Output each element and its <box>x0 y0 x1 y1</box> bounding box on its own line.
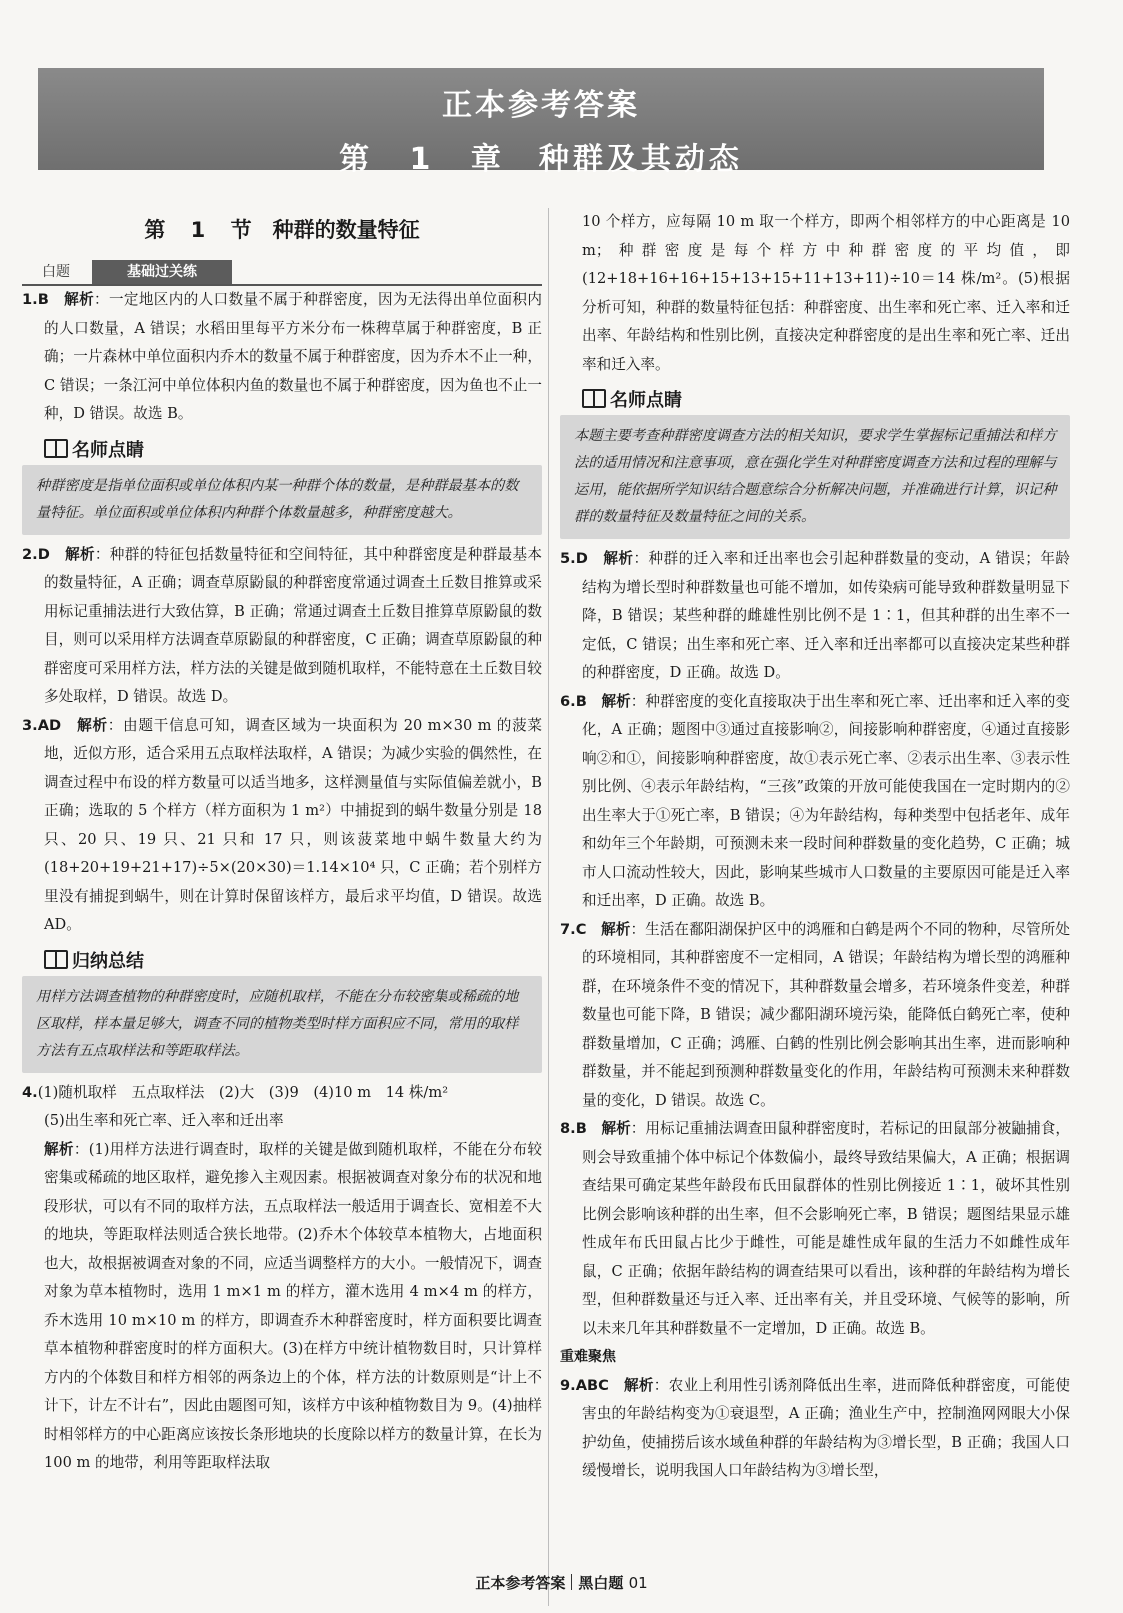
answer-item-6 <box>560 688 1070 916</box>
column-divider <box>548 208 549 1606</box>
book-icon <box>582 389 606 408</box>
analysis-label: 解析 <box>44 1140 74 1158</box>
book-icon <box>44 439 68 458</box>
analysis-label: 解析 <box>65 545 95 563</box>
item-number: 3. <box>22 716 38 734</box>
answer-item-7 <box>560 916 1070 1116</box>
analysis-label: 解析 <box>601 692 631 710</box>
answer-line-1: (1)随机取样 五点取样法 (2)大 (3)9 (4)10 m 14 株/m² <box>37 1083 449 1101</box>
answer-item-8 <box>560 1115 1070 1343</box>
item-number: 6. <box>560 692 576 710</box>
summary-heading-text: 归纳总结 <box>72 950 144 972</box>
analysis-label: 解析 <box>64 291 95 308</box>
answer-item-4 <box>22 1079 542 1108</box>
section-tabs <box>22 258 542 286</box>
answer-choice: D <box>575 550 588 567</box>
left-column <box>22 210 542 1478</box>
answer-choice: B <box>575 692 587 710</box>
item-number: 4. <box>22 1083 38 1101</box>
footer-separator <box>571 1574 572 1590</box>
right-column <box>560 208 1070 1486</box>
answer-line-2: (5)出生率和死亡率、迁入率和迁出率 <box>44 1112 284 1129</box>
item-number: 7. <box>560 920 576 938</box>
analysis-text: ：由题干信息可知，调查区域为一块面积为 20 m×30 m 的菠菜地，近似方形，适合采用五点取样法取样，A 错误；为减少实验的偶然性，在调查过程中布设的样方数量可以适当地多，这样测量值与实际值偏差就小，B 正确；选取的 5 个样方（样方面积为 1 m²）中捕捉到的蜗牛数量分别是 18 只、20 只、19 只、21 只和 17 只，则该菠菜地中蜗牛数量大约为(18+20+19+21+17)÷5×(20×30)＝1.14×10⁴ 只，C 正确；若个别样方里没有捕捉到蜗牛，则在计算时保留该样方，最后求平均值，D 错误。故选 AD。 <box>44 716 542 933</box>
book-icon <box>44 950 68 969</box>
tip-box: 本题主要考查种群密度调查方法的相关知识，要求学生掌握标记重捕法和样方法的适用情况和注意事项，意在强化学生对种群密度调查方法和过程的理解与运用，能依据所学知识结合题意综合分析解决问题，并准确进行计算，识记种群的数量特征及数量特征之间的关系。 <box>560 415 1070 539</box>
answer-choice: D <box>37 545 50 563</box>
tip-box: 种群密度是指单位面积或单位体积内某一种群个体的数量，是种群最基本的数量特征。单位面积或单位体积内种群个体数量越多，种群密度越大。 <box>22 465 542 535</box>
analysis-text: ：用标记重捕法调查田鼠种群密度时，若标记的田鼠部分被鼬捕食，则会导致重捕个体中标记个体数偏小，最终导致结果偏大，A 正确；根据调查结果可确定某些年龄段布氏田鼠群体的性别比例接近 1∶1，破坏其性别比例会影响该种群的出生率，但不会影响死亡率，B 错误；题图结果显示雄性成年布氏田鼠占比少于雌性，可能是雄性成年鼠的生活力不如雌性成年鼠，C 正确；依据年龄结构的调查结果可以看出，该种群的年龄结构为增长型，但种群数量还与迁入率、迁出率有关，并且受环境、气候等的影响，所以未来几年其种群数量不一定增加，D 正确。故选 B。 <box>582 1120 1070 1337</box>
analysis-label: 解析 <box>77 716 108 734</box>
tip-heading-text: 名师点睛 <box>610 390 682 411</box>
answer-choice: AD <box>37 716 62 734</box>
tip-heading-text: 名师点睛 <box>72 439 144 461</box>
item-number: 2. <box>22 545 38 563</box>
section-title: 第 1 节 种群的数量特征 <box>144 218 420 242</box>
analysis-label: 解析 <box>624 1376 654 1394</box>
answer-item-2 <box>22 541 542 712</box>
answer-item-5 <box>560 545 1070 688</box>
answer-item-9 <box>560 1372 1070 1486</box>
tab-basic: 基础过关练 <box>92 260 232 284</box>
item-number: 8. <box>560 1120 576 1137</box>
page-footer <box>0 1572 1123 1593</box>
item-number: 1. <box>22 291 38 308</box>
footer-series: 黑白题 <box>578 1574 624 1592</box>
answer-title: 正本参考答案 <box>442 88 640 123</box>
item-number: 9. <box>560 1376 576 1394</box>
answer-item-3 <box>22 712 542 940</box>
answer-item-1 <box>22 286 542 429</box>
analysis-paragraph <box>22 1136 542 1478</box>
chapter-title: 第 1 章 种群及其动态 <box>339 142 743 177</box>
footer-book-title: 正本参考答案 <box>475 1574 566 1592</box>
answer-choice: ABC <box>575 1376 609 1394</box>
analysis-label: 解析 <box>601 1120 631 1137</box>
page-number: 01 <box>628 1574 648 1592</box>
analysis-label: 解析 <box>603 550 634 567</box>
analysis-text: ：种群的特征包括数量特征和空间特征，其中种群密度是种群最基本的数量特征，A 正确；调查草原鼢鼠的种群密度常通过调查土丘数目推算或采用标记重捕法进行大致估算，B 正确；常通过调查土丘数目推算草原鼢鼠的数目，则可以采用样方法调查草原鼢鼠的种群密度，C 正确；调查草原鼢鼠的种群密度可采用样方法，样方法的关键是做到随机取样，不能特意在土丘数目较多处取样，D 错误。故选 D。 <box>44 545 542 705</box>
tip-heading <box>22 437 542 465</box>
analysis-text: ：生活在鄱阳湖保护区中的鸿雁和白鹤是两个不同的物种，尽管所处的环境相同，其种群密度不一定相同，A 错误；年龄结构为增长型的鸿雁种群，在环境条件不变的情况下，其种群数量会增多，若环境条件变差，种群数量也可能下降，B 错误；减少鄱阳湖环境污染，能降低白鹤死亡率，使种群数量增加，C 正确；鸿雁、白鹤的性别比例会影响其出生率，进而影响种群数量，并不能起到预测种群数量变化的作用，年龄结构可预测未来种群数量的变化，D 错误。故选 C。 <box>582 920 1070 1109</box>
analysis-text: ：一定地区内的人口数量不属于种群密度，因为无法得出单位面积内的人口数量，A 错误；水稻田里每平方米分布一株稗草属于种群密度，B 正确；一片森林中单位面积内乔木的数量不属于种群密度，因为乔木不止一种，C 错误；一条江河中单位体积内鱼的数量也不属于种群密度，因为鱼也不止一种，D 错误。故选 B。 <box>44 291 542 422</box>
answer-choice: B <box>575 1120 587 1137</box>
chapter-header <box>38 68 1044 177</box>
analysis-text: ：种群的迁入率和迁出率也会引起种群数量的变动，A 错误；年龄结构为增长型时种群数量也可能不增加，如传染病可能导致种群数量明显下降，B 错误；某些种群的雌雄性别比例不是 1∶1，但其种群的出生率不一定低，C 错误；出生率和死亡率、迁入率和迁出率都可以直接决定某些种群的种群密度，D 正确。故选 D。 <box>582 550 1070 681</box>
analysis-label: 解析 <box>601 920 631 938</box>
answer-choice: B <box>37 291 49 308</box>
tab-white: 白题 <box>28 260 84 286</box>
analysis-text: ：农业上利用性引诱剂降低出生率，进而降低种群密度，可能使害虫的年龄结构变为①衰退型，A 正确；渔业生产中，控制渔网网眼大小保护幼鱼，使捕捞后该水域鱼种群的年龄结构为③增长型，B 正确；我国人口缓慢增长，说明我国人口年龄结构为③增长型， <box>582 1376 1070 1479</box>
analysis-text: ：种群密度的变化直接取决于出生率和死亡率、迁出率和迁入率的变化，A 正确；题图中③通过直接影响②，间接影响种群密度，④通过直接影响②和①，间接影响种群密度，故①表示死亡率、②表示出生率、③表示性别比例、④表示年龄结构，“三孩”政策的开放可能使我国在一定时期内的②出生率大于①死亡率，B 错误；④为年龄结构，每种类型中包括老年、成年和幼年三个年龄期，可预测未来一段时间种群数量的变化趋势，C 正确；城市人口流动性较大，因此，影响某些城市人口数量的主要原因可能是迁入率和迁出率，D 正确。故选 B。 <box>582 692 1070 909</box>
subsection-heading: 重难聚焦 <box>560 1349 616 1365</box>
tip-heading <box>560 387 1070 415</box>
summary-box: 用样方法调查植物的种群密度时，应随机取样，不能在分布较密集或稀疏的地区取样，样本量足够大，调查不同的植物类型时样方面积应不同，常用的取样方法有五点取样法和等距取样法。 <box>22 976 542 1073</box>
answer-choice: C <box>575 920 587 938</box>
item-number: 5. <box>560 550 576 567</box>
continued-analysis: 10 个样方，应每隔 10 m 取一个样方，即两个相邻样方的中心距离是 10 m；种群密度是每个样方中种群密度的平均值，即(12+18+16+16+15+13+15+11+13+11)÷10＝14 株/m²。(5)根据分析可知，种群的数量特征包括：种群密度、出生率和死亡率、迁入率和迁出率、年龄结构和性别比例，直接决定种群密度的是出生率和死亡率、迁出率和迁入率。 <box>582 213 1070 373</box>
summary-heading <box>22 948 542 976</box>
analysis-text: ：(1)用样方法进行调查时，取样的关键是做到随机取样，不能在分布较密集或稀疏的地区取样，避免掺入主观因素。根据被调查对象分布的状况和地段形状，可以有不同的取样方法，五点取样法一般适用于调查长、宽相差不大的地块，等距取样法则适合狭长地带。(2)乔木个体较草本植物大，占地面积也大，故根据被调查对象的不同，应适当调整样方的大小。一般情况下，调查对象为草本植物时，选用 1 m×1 m 的样方，灌木选用 4 m×4 m 的样方，乔木选用 10 m×10 m 的样方，即调查乔木种群密度时，样方面积要比调查草本植物种群密度时的样方面积大。(3)在样方中统计植物数目时，只计算样方内的个体数目和样方相邻的两条边上的个体，样方法的计数原则是“计上不计下，计左不计右”，因此由题图可知，该样方中该种植物数目为 9。(4)抽样时相邻样方的中心距离应该按长条形地块的长度除以样方的数量计算，在长为 100 m 的地带，利用等距取样法取 <box>44 1140 542 1471</box>
